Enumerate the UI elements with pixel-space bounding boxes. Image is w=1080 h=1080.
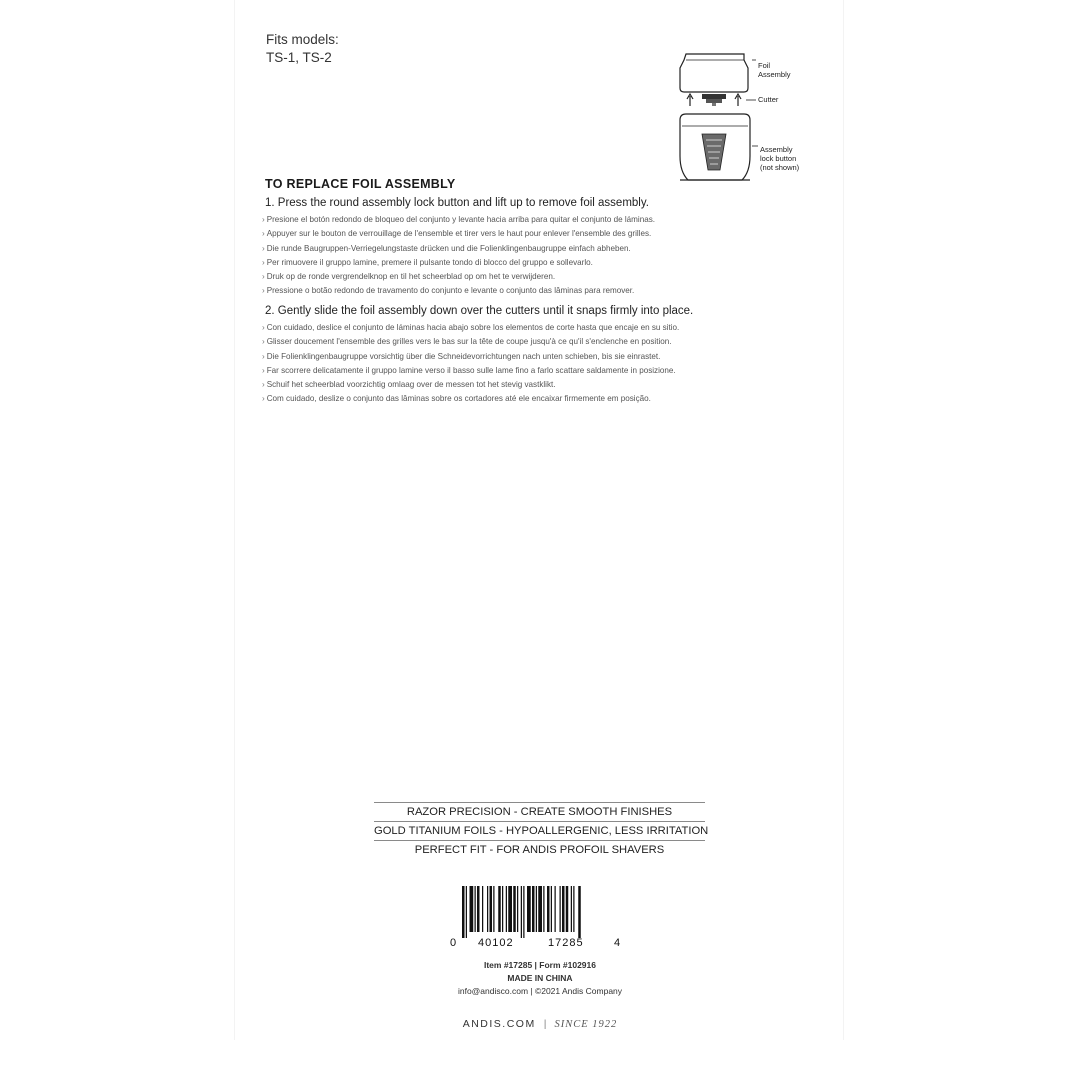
step-2-translation-de: › Die Folienklingenbaugruppe vorsichtig über die Schneidevorrichtungen nach unten schieben, bis sie einrastet.: [262, 350, 782, 364]
step-2-title: 2. Gently slide the foil assembly down over the cutters until it snaps firmly into place.: [265, 305, 694, 317]
foil-label-line-1: Foil: [758, 61, 771, 70]
item-form-numbers: Item #17285 | Form #102916: [483, 960, 596, 970]
barcode-bar: [487, 886, 488, 932]
barcode-left-group: 40102: [478, 937, 514, 949]
step-2-translation-pt: › Com cuidado, deslize o conjunto das lâminas sobre os cortadores até ele encaixar firmemente em posição.: [262, 392, 782, 406]
brand-since: SINCE 1922: [554, 1019, 618, 1030]
feature-item: RAZOR PRECISION - CREATE SMOOTH FINISHES: [374, 802, 705, 821]
foil-label-line-2: Assembly: [758, 70, 791, 79]
brand-website: ANDIS.COM: [462, 1018, 536, 1030]
barcode-bars: [462, 886, 581, 938]
lock-label-line-1: Assembly: [760, 145, 793, 154]
lock-label-line-3: (not shown): [760, 163, 800, 172]
barcode-bar: [551, 886, 552, 932]
step-2-translation-it: › Far scorrere delicatamente il gruppo lamine verso il basso sulle lame fino a farlo scattare saldamente in posizione.: [262, 364, 782, 378]
barcode-bar: [521, 886, 522, 938]
barcode-bar: [466, 886, 467, 938]
barcode-bar: [493, 886, 494, 932]
barcode-check-digit: 4: [614, 937, 621, 949]
barcode-bar: [566, 886, 569, 932]
feature-item: PERFECT FIT - FOR ANDIS PROFOIL SHAVERS: [374, 840, 705, 859]
barcode-bar: [490, 886, 493, 932]
feature-item: GOLD TITANIUM FOILS - HYPOALLERGENIC, LESS IRRITATION: [374, 821, 705, 840]
barcode-bar: [506, 886, 507, 932]
barcode-bar: [475, 886, 476, 932]
fits-models-list: TS-1, TS-2: [266, 50, 332, 65]
barcode-bar: [498, 886, 501, 932]
barcode-bar: [482, 886, 483, 932]
brand-footer: [380, 1018, 700, 1030]
step-2-translation-nl: › Schuif het scheerblad voorzichtig omlaag over de messen tot het stevig vastklikt.: [262, 378, 782, 392]
step-1-title: 1. Press the round assembly lock button and lift up to remove foil assembly.: [265, 197, 649, 209]
barcode-bar: [477, 886, 480, 932]
cutter-label: Cutter: [758, 95, 779, 104]
foil-assembly-diagram: [672, 48, 822, 188]
lock-label-line-2: lock button: [760, 154, 797, 163]
step-1-translation-it: › Per rimuovere il gruppo lamine, premere il pulsante tondo di blocco del gruppo e sollevarlo.: [262, 256, 782, 270]
barcode-bar: [470, 886, 474, 932]
barcode-bar: [513, 886, 516, 932]
step-2-translation-es: › Con cuidado, deslice el conjunto de láminas hacia abajo sobre los elementos de corte hasta que encaje en su sitio.: [262, 321, 782, 335]
barcode-bar: [538, 886, 542, 932]
barcode-bar: [562, 886, 565, 932]
barcode-bar: [517, 886, 518, 932]
barcode-bar: [560, 886, 561, 932]
step-2-translation-fr: › Glisser doucement l'ensemble des grilles vers le bas sur la tête de coupe jusqu'à ce qu'il s'enclenche en position.: [262, 335, 782, 349]
barcode-bar: [536, 886, 537, 932]
instructions-heading: TO REPLACE FOIL ASSEMBLY: [265, 177, 456, 191]
barcode-bar: [571, 886, 572, 932]
step-1-translation-pt: › Pressione o botão redondo de travamento do conjunto e levante o conjunto das lâminas para remover.: [262, 284, 782, 298]
step-1-translation-es: › Presione el botón redondo de bloqueo del conjunto y levante hacia arriba para quitar el conjunto de láminas.: [262, 213, 782, 227]
barcode-bar: [523, 886, 524, 938]
shaver-body-illustration: [680, 114, 750, 180]
upc-barcode: [448, 884, 628, 950]
feature-list: [374, 802, 709, 859]
barcode-bar: [532, 886, 535, 932]
barcode-bar: [508, 886, 512, 932]
step-1: [262, 196, 782, 299]
barcode-bar: [547, 886, 550, 932]
contact-copyright: info@andisco.com | ©2021 Andis Company: [457, 986, 623, 996]
step-1-translation-de: › Die runde Baugruppen-Verriegelungstaste drücken und die Folienklingenbaugruppe einfach abheben.: [262, 242, 782, 256]
step-2: [262, 304, 782, 407]
barcode-bar: [543, 886, 544, 932]
origin-label: MADE IN CHINA: [507, 973, 573, 983]
barcode-bar: [462, 886, 465, 938]
barcode-right-group: 17285: [548, 937, 584, 949]
barcode-bar: [527, 886, 531, 932]
barcode-bar: [502, 886, 503, 932]
foil-assembly-illustration: [680, 54, 748, 92]
barcode-bar: [555, 886, 556, 932]
fits-models-label: Fits models:: [266, 32, 339, 47]
footer-separator: |: [543, 1018, 547, 1030]
fits-models: [266, 31, 339, 67]
barcode-lead-digit: 0: [450, 937, 457, 949]
step-1-translation-nl: › Druk op de ronde vergrendelknop en til het scheerblad op om het te verwijderen.: [262, 270, 782, 284]
barcode-bar: [578, 886, 581, 938]
cutter-illustration: [687, 94, 741, 106]
step-1-translation-fr: › Appuyer sur le bouton de verrouillage de l'ensemble et tirer vers le haut pour enlever l'ensemble des grilles.: [262, 227, 782, 241]
barcode-bar: [573, 886, 574, 932]
